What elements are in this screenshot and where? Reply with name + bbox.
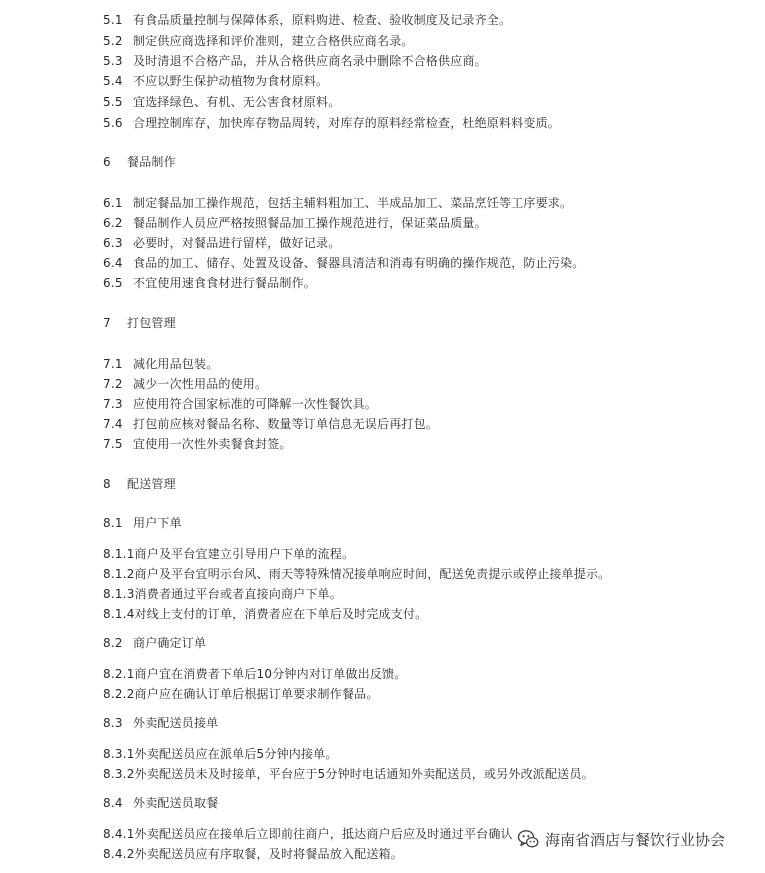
clause-number: 8.1.1 [103, 547, 135, 561]
clause-7-5 [103, 436, 292, 452]
subsection-number: 8.1 [103, 516, 123, 530]
clause-text: 必要时，对餐品进行留样，做好记录。 [133, 236, 341, 250]
clause-text: 应使用符合国家标准的可降解一次性餐饮具。 [133, 397, 378, 411]
subsection-heading-8-1 [103, 515, 182, 531]
section-heading-8 [103, 476, 176, 492]
clause-text: 餐品制作人员应严格按照餐品加工操作规范进行，保证菜品质量。 [133, 216, 487, 230]
clause-8-2-1 [103, 666, 406, 682]
clause-number: 5.5 [103, 95, 123, 109]
clause-number: 6.3 [103, 236, 123, 250]
clause-text: 宜使用一次性外卖餐食封签。 [133, 437, 292, 451]
clause-number: 5.3 [103, 54, 123, 68]
clause-number: 8.1.2 [103, 567, 135, 581]
subsection-title: 外卖配送员取餐 [133, 796, 219, 810]
clause-number: 5.2 [103, 34, 123, 48]
clause-text: 不宜使用速食食材进行餐品制作。 [133, 276, 317, 290]
clause-text: 及时清退不合格产品，并从合格供应商名录中删除不合格供应商。 [133, 54, 487, 68]
clause-8-3-2 [103, 766, 594, 782]
clause-6-4 [103, 255, 584, 271]
clause-7-2 [103, 376, 267, 392]
subsection-title: 商户确定订单 [133, 636, 207, 650]
clause-number: 8.4.2 [103, 847, 135, 861]
section-number: 8 [103, 477, 111, 491]
clause-6-1 [103, 195, 572, 211]
clause-number: 5.1 [103, 13, 123, 27]
clause-6-2 [103, 215, 487, 231]
clause-text: 不应以野生保护动植物为食材原料。 [133, 74, 329, 88]
clause-number: 5.6 [103, 116, 123, 130]
clause-number: 7.5 [103, 437, 123, 451]
clause-5-2 [103, 33, 414, 49]
clause-text: 减化用品包装。 [133, 357, 219, 371]
clause-number: 8.2.1 [103, 667, 135, 681]
clause-5-3 [103, 53, 487, 69]
clause-5-5 [103, 94, 340, 110]
section-number: 6 [103, 155, 111, 169]
clause-number: 8.1.4 [103, 607, 135, 621]
clause-number: 8.2.2 [103, 687, 135, 701]
clause-6-5 [103, 275, 316, 291]
clause-7-1 [103, 356, 218, 372]
clause-number: 8.1.3 [103, 587, 135, 601]
clause-number: 6.1 [103, 196, 123, 210]
clause-number: 7.2 [103, 377, 123, 391]
section-heading-6 [103, 154, 176, 170]
clause-number: 7.1 [103, 357, 123, 371]
subsection-heading-8-4 [103, 795, 218, 811]
section-title: 配送管理 [127, 477, 176, 491]
clause-5-1 [103, 12, 511, 28]
clause-5-4 [103, 73, 328, 89]
clause-number: 7.3 [103, 397, 123, 411]
clause-text: 制定餐品加工操作规范，包括主辅料粗加工、半成品加工、菜品烹饪等工序要求。 [133, 196, 573, 210]
clause-6-3 [103, 235, 340, 251]
subsection-title: 外卖配送员接单 [133, 716, 219, 730]
clause-text: 对线上支付的订单，消费者应在下单后及时完成支付。 [134, 607, 428, 621]
clause-text: 商户应在确认订单后根据订单要求制作餐品。 [134, 687, 379, 701]
clause-8-1-4 [103, 606, 427, 622]
clause-8-1-3 [103, 586, 342, 602]
clause-text: 外卖配送员未及时接单，平台应于5分钟时电话通知外卖配送员，或另外改派配送员。 [134, 767, 594, 781]
clause-number: 8.3.1 [103, 747, 135, 761]
clause-number: 6.2 [103, 216, 123, 230]
subsection-number: 8.4 [103, 796, 123, 810]
clause-text: 减少一次性用品的使用。 [133, 377, 268, 391]
clause-7-3 [103, 396, 377, 412]
watermark-text: 海南省酒店与餐饮行业协会 [545, 830, 726, 849]
subsection-heading-8-3 [103, 715, 218, 731]
clause-text: 外卖配送员应有序取餐，及时将餐品放入配送箱。 [134, 847, 403, 861]
wechat-watermark [517, 828, 725, 850]
clause-text: 商户及平台宜建立引导用户下单的流程。 [134, 547, 355, 561]
clause-number: 5.4 [103, 74, 123, 88]
clause-number: 7.4 [103, 417, 123, 431]
subsection-title: 用户下单 [133, 516, 182, 530]
clause-text: 商户宜在消费者下单后10分钟内对订单做出反馈。 [134, 667, 407, 681]
clause-number: 6.5 [103, 276, 123, 290]
clause-8-4-1 [103, 826, 513, 842]
clause-text: 食品的加工、储存、处置及设备、餐器具清洁和消毒有明确的操作规范，防止污染。 [133, 256, 585, 270]
section-title: 餐品制作 [127, 155, 176, 169]
clause-8-1-1 [103, 546, 354, 562]
section-title: 打包管理 [127, 316, 176, 330]
clause-number: 8.4.1 [103, 827, 135, 841]
section-heading-7 [103, 315, 176, 331]
clause-text: 外卖配送员应在接单后立即前往商户，抵达商户后应及时通过平台确认 [134, 827, 513, 841]
clause-text: 有食品质量控制与保障体系，原料购进、检查、验收制度及记录齐全。 [133, 13, 512, 27]
clause-8-2-2 [103, 686, 379, 702]
wechat-icon [517, 828, 539, 850]
subsection-heading-8-2 [103, 635, 206, 651]
subsection-number: 8.2 [103, 636, 123, 650]
clause-8-4-2 [103, 846, 403, 862]
clause-text: 商户及平台宜明示台风、雨天等特殊情况接单响应时间，配送免责提示或停止接单提示。 [134, 567, 611, 581]
clause-text: 宜选择绿色、有机、无公害食材原料。 [133, 95, 341, 109]
clause-text: 制定供应商选择和评价准则，建立合格供应商名录。 [133, 34, 414, 48]
clause-number: 6.4 [103, 256, 123, 270]
clause-text: 打包前应核对餐品名称、数量等订单信息无误后再打包。 [133, 417, 439, 431]
clause-text: 消费者通过平台或者直接向商户下单。 [134, 587, 342, 601]
clause-7-4 [103, 416, 438, 432]
clause-text: 合理控制库存，加快库存物品周转，对库存的原料经常检查，杜绝原料料变质。 [133, 116, 561, 130]
clause-number: 8.3.2 [103, 767, 135, 781]
section-number: 7 [103, 316, 111, 330]
clause-5-6 [103, 115, 560, 131]
subsection-number: 8.3 [103, 716, 123, 730]
clause-8-1-2 [103, 566, 610, 582]
clause-text: 外卖配送员应在派单后5分钟内接单。 [134, 747, 338, 761]
clause-8-3-1 [103, 746, 338, 762]
